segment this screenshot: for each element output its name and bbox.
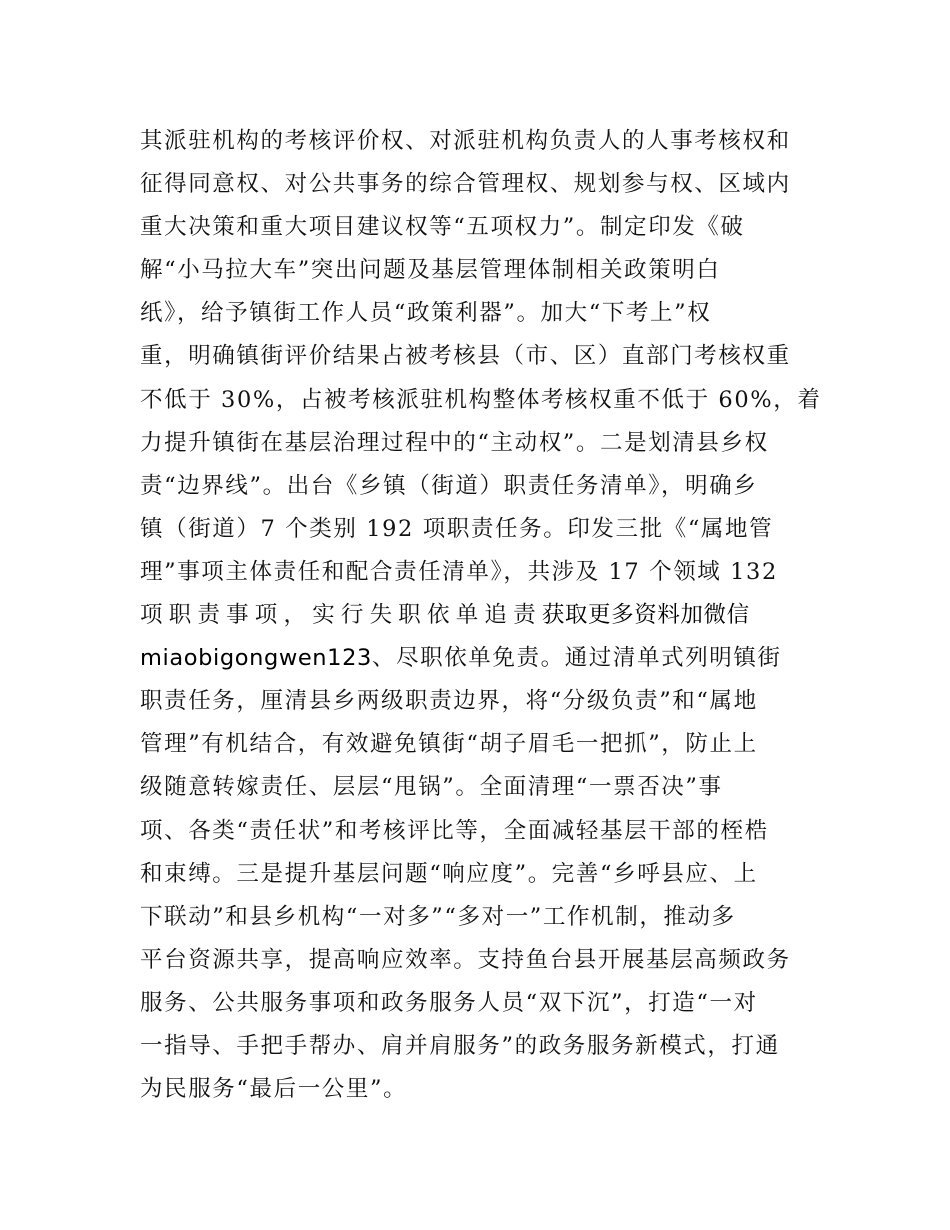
text-line: 重大决策和重大项目建议权等“五项权力”。制定印发《破 [140, 214, 745, 241]
text-line: 不低于 30%，占被考核派驻机构整体考核权重不低于 60%，着 [140, 386, 822, 413]
text-line: 一指导、手把手帮办、肩并肩服务”的政务服务新模式，打通 [140, 1032, 780, 1059]
text-line: 力提升镇街在基层治理过程中的“主动权”。二是划清县乡权 [140, 429, 769, 456]
text-line: 重，明确镇街评价结果占被考核县（市、区）直部门考核权重 [140, 343, 791, 370]
text-line: 和束缚。三是提升基层问题“响应度”。完善“乡呼县应、上 [140, 860, 758, 887]
text-line: 纸》，给予镇街工作人员“政策利器”。加大“下考上”权 [140, 300, 712, 327]
text-line: 其派驻机构的考核评价权、对派驻机构负责人的人事考核权和 [140, 128, 791, 154]
text-line: 职责任务，厘清县乡两级职责边界，将“分级负责”和“属地 [140, 688, 758, 715]
text-line: 项、各类“责任状”和考核评比等，全面减轻基层干部的桎梏 [140, 817, 769, 844]
text-line: 为民服务“最后一公里”。 [140, 1076, 408, 1103]
text-line: 镇（街道）7 个类别 192 项职责任务。印发三批《“属地管 [140, 515, 774, 542]
text-line: 级随意转嫁责任、层层“甩锅”。全面清理“一票否决”事 [140, 774, 723, 801]
text-line-with-ad [140, 594, 820, 637]
text-line: 理”事项主体责任和配合责任清单》，共涉及 17 个领域 132 [140, 558, 778, 585]
text-segment: 项职责事项，实行失职依单追责 [140, 602, 542, 629]
text-line: 管理”有机结合，有效避免镇街“胡子眉毛一把抓”，防止上 [140, 731, 758, 758]
text-line-with-ad [140, 637, 820, 680]
text-line: 下联动”和县乡机构“一对多”“多对一”工作机制，推动多 [140, 903, 736, 930]
text-line: 服务、公共服务事项和政务服务人员“双下沉”，打造“一对 [140, 989, 758, 1016]
text-line: 解“小马拉大车”突出问题及基层管理体制相关政策明白 [140, 257, 721, 284]
inline-ad-text: 获取更多资料加微信 [541, 602, 750, 629]
inline-ad-wechat-id: miaobigongwen123 [140, 645, 372, 672]
body-paragraph [140, 120, 820, 1111]
text-segment: 、尽职依单免责。通过清单式列明镇街 [371, 645, 782, 672]
text-line: 征得同意权、对公共事务的综合管理权、规划参与权、区域内 [140, 171, 791, 198]
text-line: 平台资源共享，提高响应效率。支持鱼台县开展基层高频政务 [140, 946, 791, 973]
text-line: 责“边界线”。出台《乡镇（街道）职责任务清单》，明确乡 [140, 472, 758, 499]
